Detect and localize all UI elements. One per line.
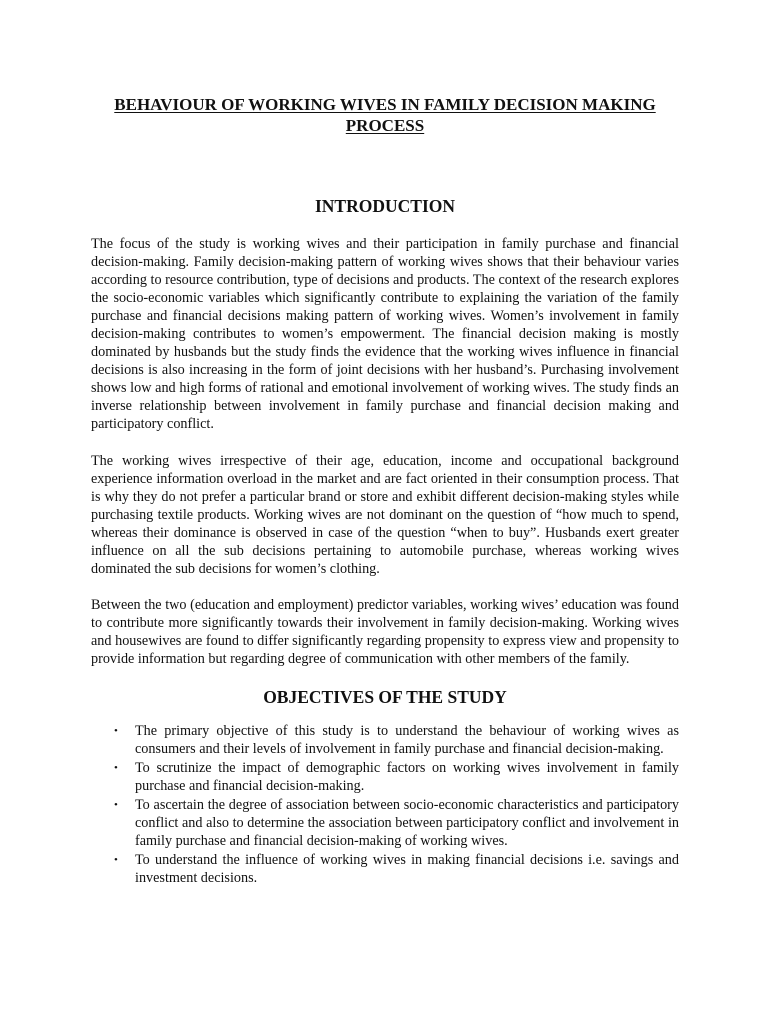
bullet-icon: • [114,725,118,738]
objective-text: To understand the influence of working wives in making financial decisions i.e. savings and investment decisions. [135,852,679,887]
bullet-icon: • [114,799,118,812]
document-title-line-2: PROCESS [345,116,425,135]
introduction-paragraph-3: Between the two (education and employment) predictor variables, working wives’ education was found to contribute more significantly towards their involvement in family decision-making. Working wives and housewives are found to differ significantly regarding propensity to express view and propensity to provide information but regarding degree of communication with other members of the family. [91,596,679,667]
introduction-heading: INTRODUCTION [314,196,456,216]
objectives-heading: OBJECTIVES OF THE STUDY [263,687,507,708]
document-title-line-1: BEHAVIOUR OF WORKING WIVES IN FAMILY DECISION MAKING [114,95,656,114]
objective-item-1 [114,722,679,758]
objectives-list [91,722,679,887]
bullet-icon: • [114,854,118,867]
objective-item-3 [114,796,679,850]
document-title [91,94,679,136]
introduction-paragraph-1: The focus of the study is working wives and their participation in family purchase and financial decision-making. Family decision-making pattern of working wives shows that their behaviour varies according to resource contribution, type of decisions and products. The context of the research explores the socio-economic variables which significantly contribute to explaining the variation of the family purchase and financial decisions making pattern of working wives. Women’s involvement in family decision-making contributes to women’s empowerment. The financial decision making is mostly dominated by husbands but the study finds the evidence that the working wives influence in financial decisions is also increasing in the form of joint decisions with her husband’s. Purchasing involvement shows low and high forms of rational and emotional involvement of working wives. The study finds an inverse relationship between involvement in family purchase and financial decision making and participatory conflict. [91,236,679,433]
introduction-paragraph-2: The working wives irrespective of their age, education, income and occupational background experience information overload in the market and are fact oriented in their consumption process. That is why they do not prefer a particular brand or store and exhibit different decision-making styles while purchasing textile products. Working wives are not dominant on the question of “how much to spend, whereas their dominance is observed in case of the question “when to buy”. Husbands exert greater influence on all the sub decisions pertaining to automobile purchase, whereas working wives dominated the sub decisions for women’s clothing. [91,452,679,577]
objective-text: The primary objective of this study is to understand the behaviour of working wives as consumers and their levels of involvement in family purchase and financial decision-making. [135,723,679,758]
objective-item-4 [114,851,679,887]
objective-item-2 [114,759,679,795]
bullet-icon: • [114,762,118,775]
objective-text: To ascertain the degree of association between socio-economic characteristics and participatory conflict and also to determine the association between participatory conflict and involvement in family purchase and financial decision-making of working wives. [135,797,679,850]
objective-text: To scrutinize the impact of demographic factors on working wives involvement in family purchase and financial decision-making. [135,760,679,795]
